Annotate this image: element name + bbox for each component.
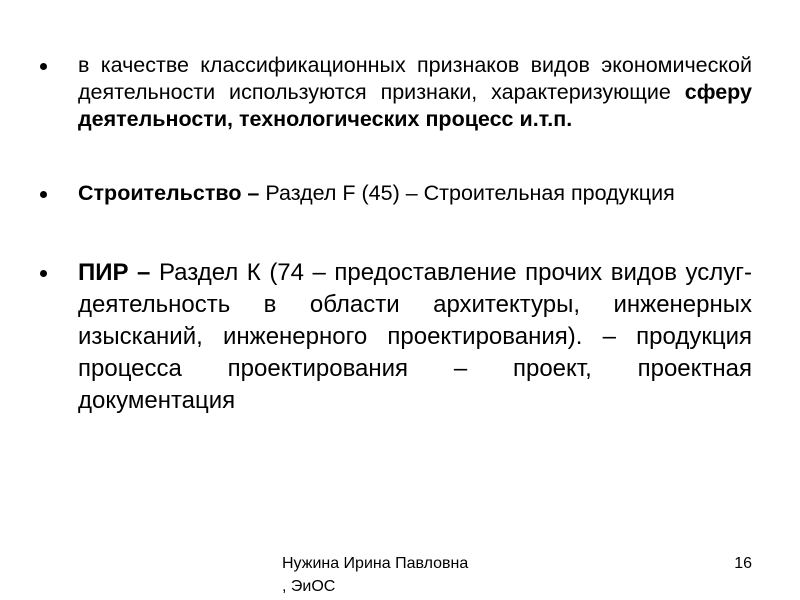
- bullet-text: [78, 257, 752, 417]
- bullet-text: [78, 180, 752, 207]
- bullet-text: [78, 52, 752, 133]
- page-number: 16: [734, 555, 752, 572]
- bullet-text-normal: Раздел F (45) – Строительная продукция: [265, 181, 675, 205]
- bullet-item-construction: [40, 180, 752, 207]
- bullet-text-normal: Раздел К (74 – предоставление прочих видов услуг- деятельность в области архитектуры, инженерных изысканий, инженерного проектирования). – продукция процесса проектирования – проект, проектная документация: [78, 259, 752, 414]
- bullet-text-bold: ПИР –: [78, 259, 159, 286]
- bullet-dot-icon: [40, 63, 47, 70]
- footer-author: [282, 552, 468, 598]
- bullet-text-normal: в качестве классификационных признаков видов экономической деятельности используются признаки, характеризующие: [78, 53, 752, 104]
- footer-author-line-2: , ЭиОС: [282, 578, 336, 595]
- footer-author-line-1: Нужина Ирина Павловна: [282, 555, 469, 572]
- bullet-text-bold: Строительство –: [78, 181, 266, 205]
- bullet-text-bold: сферу деятельности, технологических процесс и.т.п.: [78, 80, 752, 131]
- bullet-item-classification: [40, 52, 752, 133]
- bullet-list: [40, 52, 752, 417]
- bullet-dot-icon: [40, 270, 47, 277]
- bullet-dot-icon: [40, 191, 47, 198]
- bullet-item-pir: [40, 257, 752, 417]
